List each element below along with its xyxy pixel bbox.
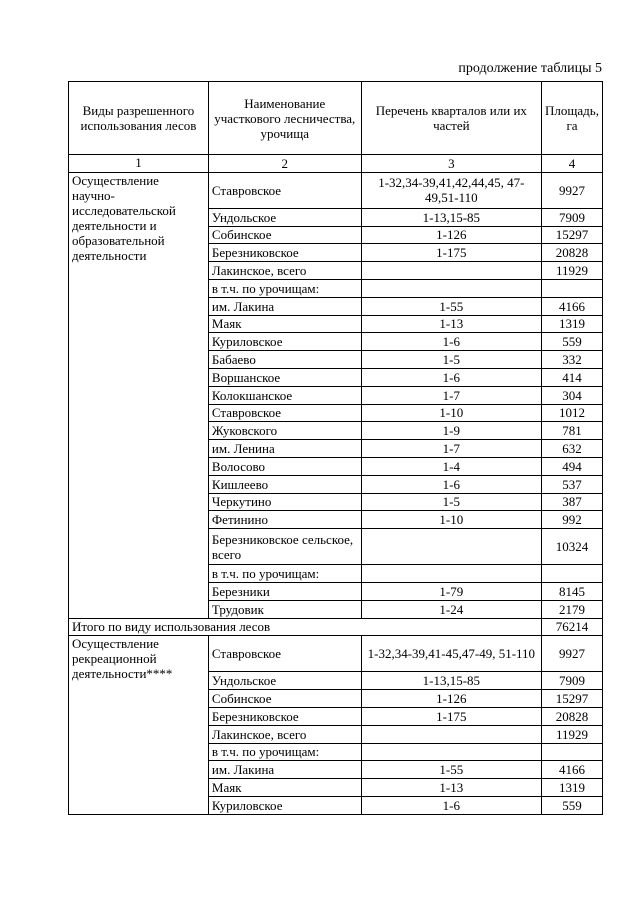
table-row	[69, 636, 603, 672]
quarters-cell: 1-10	[361, 404, 541, 422]
quarters-cell: 1-6	[361, 796, 541, 814]
forestry-name-cell: Колокшанское	[208, 386, 361, 404]
forestry-name-cell: им. Лакина	[208, 761, 361, 779]
forestry-name-cell: Черкутино	[208, 493, 361, 511]
forestry-name-cell: Кишлеево	[208, 475, 361, 493]
area-cell: 304	[542, 386, 603, 404]
forestry-name-cell: Ставровское	[208, 636, 361, 672]
table-row	[69, 172, 603, 208]
quarters-cell: 1-7	[361, 386, 541, 404]
quarters-cell	[361, 262, 541, 280]
forestry-name-cell: Собинское	[208, 690, 361, 708]
forestry-name-cell: Маяк	[208, 315, 361, 333]
area-cell: 8145	[542, 582, 603, 600]
area-cell: 1319	[542, 315, 603, 333]
area-cell: 9927	[542, 172, 603, 208]
quarters-cell: 1-13	[361, 779, 541, 797]
area-cell: 7909	[542, 208, 603, 226]
quarters-cell	[361, 279, 541, 297]
quarters-cell: 1-55	[361, 761, 541, 779]
quarters-cell: 1-6	[361, 333, 541, 351]
quarters-cell: 1-5	[361, 351, 541, 369]
forestry-name-cell: Бабаево	[208, 351, 361, 369]
area-cell: 387	[542, 493, 603, 511]
total-label-cell: Итого по виду использования лесов	[69, 618, 542, 636]
quarters-cell: 1-13,15-85	[361, 208, 541, 226]
forestry-name-cell: в т.ч. по урочищам:	[208, 279, 361, 297]
area-cell: 559	[542, 333, 603, 351]
area-cell: 1012	[542, 404, 603, 422]
area-cell: 4166	[542, 297, 603, 315]
forestry-name-cell: в т.ч. по урочищам:	[208, 743, 361, 761]
forestry-name-cell: Ундольское	[208, 672, 361, 690]
quarters-cell: 1-7	[361, 440, 541, 458]
quarters-cell: 1-175	[361, 707, 541, 725]
use-type-cell: Осуществление рекреационной деятельности****	[69, 636, 209, 814]
area-cell: 11929	[542, 725, 603, 743]
forestry-name-cell: в т.ч. по урочищам:	[208, 565, 361, 583]
quarters-cell: 1-126	[361, 226, 541, 244]
quarters-cell: 1-9	[361, 422, 541, 440]
column-number-row	[69, 155, 603, 173]
col-number: 4	[542, 155, 603, 173]
quarters-cell: 1-55	[361, 297, 541, 315]
area-cell: 2179	[542, 600, 603, 618]
header-quarters: Перечень кварталов или их частей	[361, 82, 541, 155]
col-number: 2	[208, 155, 361, 173]
header-forestry: Наименование участкового лесничества, урочища	[208, 82, 361, 155]
table-body	[69, 172, 603, 814]
quarters-cell: 1-4	[361, 457, 541, 475]
forestry-name-cell: Собинское	[208, 226, 361, 244]
header-row	[69, 82, 603, 155]
quarters-cell: 1-126	[361, 690, 541, 708]
forestry-name-cell: Березниковское сельское, всего	[208, 529, 361, 565]
area-cell: 4166	[542, 761, 603, 779]
area-cell: 332	[542, 351, 603, 369]
forestry-name-cell: Куриловское	[208, 796, 361, 814]
area-cell: 11929	[542, 262, 603, 280]
area-cell: 10324	[542, 529, 603, 565]
forestry-name-cell: Воршанское	[208, 368, 361, 386]
forestry-name-cell: Жуковского	[208, 422, 361, 440]
quarters-cell	[361, 529, 541, 565]
col-number: 1	[69, 155, 209, 173]
quarters-cell: 1-13	[361, 315, 541, 333]
quarters-cell	[361, 565, 541, 583]
forestry-name-cell: Ставровское	[208, 404, 361, 422]
quarters-cell: 1-10	[361, 511, 541, 529]
forestry-name-cell: Фетинино	[208, 511, 361, 529]
header-use-type: Виды разрешенного использования лесов	[69, 82, 209, 155]
header-area: Площадь, га	[542, 82, 603, 155]
area-cell: 632	[542, 440, 603, 458]
quarters-cell: 1-24	[361, 600, 541, 618]
area-cell: 15297	[542, 690, 603, 708]
area-cell: 20828	[542, 707, 603, 725]
forestry-name-cell: Березниковское	[208, 244, 361, 262]
forestry-name-cell: Березники	[208, 582, 361, 600]
forestry-name-cell: им. Лакина	[208, 297, 361, 315]
quarters-cell	[361, 725, 541, 743]
forest-use-table	[68, 81, 603, 815]
forestry-name-cell: Ставровское	[208, 172, 361, 208]
area-cell: 537	[542, 475, 603, 493]
use-type-cell: Осуществление научно-исследовательской деятельности и образовательной деятельности	[69, 172, 209, 618]
forestry-name-cell: Ундольское	[208, 208, 361, 226]
area-cell	[542, 565, 603, 583]
area-cell: 7909	[542, 672, 603, 690]
quarters-cell: 1-6	[361, 475, 541, 493]
area-cell: 494	[542, 457, 603, 475]
forestry-name-cell: Маяк	[208, 779, 361, 797]
area-cell: 559	[542, 796, 603, 814]
area-cell: 414	[542, 368, 603, 386]
quarters-cell: 1-5	[361, 493, 541, 511]
total-area-cell: 76214	[542, 618, 603, 636]
area-cell: 20828	[542, 244, 603, 262]
quarters-cell: 1-175	[361, 244, 541, 262]
forestry-name-cell: Волосово	[208, 457, 361, 475]
area-cell: 15297	[542, 226, 603, 244]
area-cell: 9927	[542, 636, 603, 672]
forestry-name-cell: Трудовик	[208, 600, 361, 618]
quarters-cell	[361, 743, 541, 761]
col-number: 3	[361, 155, 541, 173]
quarters-cell: 1-32,34-39,41,42,44,45, 47-49,51-110	[361, 172, 541, 208]
quarters-cell: 1-13,15-85	[361, 672, 541, 690]
forestry-name-cell: Куриловское	[208, 333, 361, 351]
total-row	[69, 618, 603, 636]
area-cell: 992	[542, 511, 603, 529]
area-cell	[542, 743, 603, 761]
table-caption: продолжение таблицы 5	[458, 61, 602, 76]
forestry-name-cell: им. Ленина	[208, 440, 361, 458]
area-cell: 781	[542, 422, 603, 440]
quarters-cell: 1-79	[361, 582, 541, 600]
forestry-name-cell: Лакинское, всего	[208, 725, 361, 743]
quarters-cell: 1-32,34-39,41-45,47-49, 51-110	[361, 636, 541, 672]
area-cell: 1319	[542, 779, 603, 797]
area-cell	[542, 279, 603, 297]
forestry-name-cell: Лакинское, всего	[208, 262, 361, 280]
quarters-cell: 1-6	[361, 368, 541, 386]
forestry-name-cell: Березниковское	[208, 707, 361, 725]
